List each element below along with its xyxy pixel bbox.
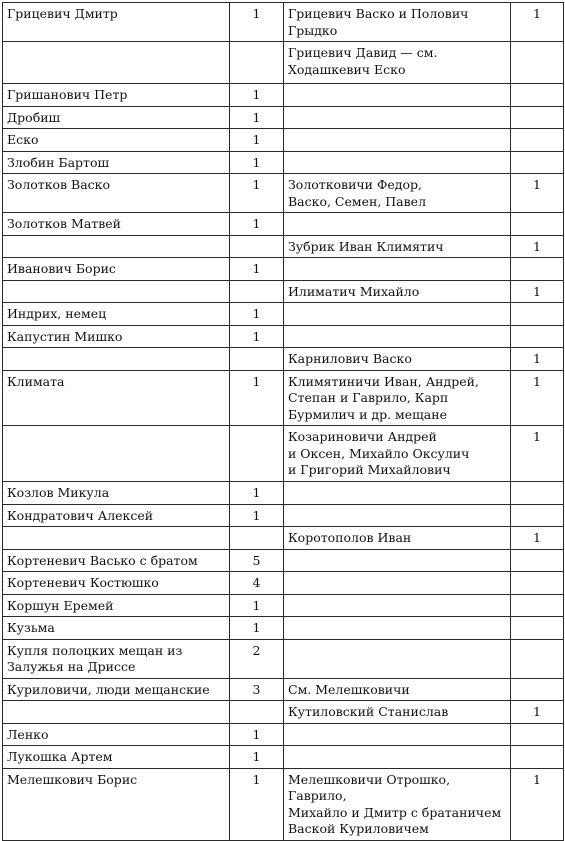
right-name-cell: Карнилович Васко	[284, 348, 511, 371]
right-name-cell	[284, 504, 511, 527]
right-count-cell	[511, 504, 564, 527]
right-name-cell: Грицевич Васко и Полович Грыдко	[284, 3, 511, 42]
right-count-cell	[511, 572, 564, 595]
right-name-cell	[284, 106, 511, 129]
left-name-cell	[3, 280, 230, 303]
left-name-cell: Козлов Микула	[3, 482, 230, 505]
right-count-cell: 1	[511, 3, 564, 42]
right-name-cell: Коротополов Иван	[284, 527, 511, 550]
table-row	[3, 639, 564, 678]
table-row	[3, 768, 564, 840]
table-row	[3, 348, 564, 371]
table-row	[3, 426, 564, 482]
right-name-cell	[284, 129, 511, 152]
right-name-cell	[284, 213, 511, 236]
table-row	[3, 151, 564, 174]
table-row	[3, 482, 564, 505]
left-count-cell: 1	[230, 174, 284, 213]
right-count-cell: 1	[511, 370, 564, 426]
right-count-cell	[511, 639, 564, 678]
left-count-cell: 1	[230, 84, 284, 107]
table-row	[3, 213, 564, 236]
table-row	[3, 594, 564, 617]
right-name-cell	[284, 572, 511, 595]
table-row	[3, 325, 564, 348]
right-count-cell: 1	[511, 235, 564, 258]
left-name-cell: Кортеневич Васько с братом	[3, 549, 230, 572]
left-name-cell	[3, 527, 230, 550]
left-count-cell: 4	[230, 572, 284, 595]
left-name-cell: Коршун Еремей	[3, 594, 230, 617]
right-count-cell	[511, 617, 564, 640]
right-count-cell	[511, 42, 564, 84]
left-name-cell: Климата	[3, 370, 230, 426]
table-row	[3, 129, 564, 152]
left-count-cell: 1	[230, 370, 284, 426]
left-count-cell	[230, 280, 284, 303]
right-count-cell	[511, 678, 564, 701]
right-count-cell: 1	[511, 701, 564, 724]
table-row	[3, 235, 564, 258]
right-count-cell: 1	[511, 527, 564, 550]
left-name-cell: Куриловичи, люди мещанские	[3, 678, 230, 701]
left-name-cell: Ленко	[3, 723, 230, 746]
left-count-cell	[230, 235, 284, 258]
right-count-cell: 1	[511, 174, 564, 213]
table-row	[3, 3, 564, 42]
left-name-cell: Капустин Мишко	[3, 325, 230, 348]
right-name-cell: Климятиничи Иван, Андрей, Степан и Гаврило, Карп Бурмилич и др. мещане	[284, 370, 511, 426]
table-row	[3, 258, 564, 281]
left-count-cell: 1	[230, 594, 284, 617]
right-name-cell	[284, 303, 511, 326]
left-name-cell	[3, 701, 230, 724]
left-count-cell: 5	[230, 549, 284, 572]
table-row	[3, 303, 564, 326]
right-count-cell	[511, 325, 564, 348]
left-count-cell: 1	[230, 325, 284, 348]
right-name-cell	[284, 594, 511, 617]
right-count-cell: 1	[511, 348, 564, 371]
table-row	[3, 280, 564, 303]
right-count-cell	[511, 746, 564, 769]
table-row	[3, 746, 564, 769]
left-count-cell: 1	[230, 106, 284, 129]
left-name-cell: Кортеневич Костюшко	[3, 572, 230, 595]
left-count-cell	[230, 348, 284, 371]
left-name-cell: Дробиш	[3, 106, 230, 129]
left-count-cell	[230, 426, 284, 482]
right-name-cell	[284, 151, 511, 174]
right-name-cell	[284, 258, 511, 281]
left-name-cell: Кондратович Алексей	[3, 504, 230, 527]
right-count-cell	[511, 482, 564, 505]
left-name-cell	[3, 348, 230, 371]
right-name-cell	[284, 482, 511, 505]
right-name-cell: Кутиловский Станислав	[284, 701, 511, 724]
left-count-cell: 1	[230, 617, 284, 640]
left-count-cell: 1	[230, 303, 284, 326]
table-row	[3, 617, 564, 640]
left-name-cell: Купля полоцких мещан из Залужья на Дриссе	[3, 639, 230, 678]
right-name-cell	[284, 549, 511, 572]
left-count-cell: 1	[230, 129, 284, 152]
right-count-cell	[511, 594, 564, 617]
right-name-cell	[284, 723, 511, 746]
left-name-cell: Иванович Борис	[3, 258, 230, 281]
table-row	[3, 106, 564, 129]
table-row	[3, 572, 564, 595]
left-name-cell: Золотков Васко	[3, 174, 230, 213]
right-name-cell: Зубрик Иван Климятич	[284, 235, 511, 258]
table-row	[3, 42, 564, 84]
right-name-cell	[284, 746, 511, 769]
right-count-cell	[511, 151, 564, 174]
table-row	[3, 549, 564, 572]
left-count-cell: 1	[230, 746, 284, 769]
table-row	[3, 701, 564, 724]
left-count-cell: 1	[230, 258, 284, 281]
left-count-cell	[230, 701, 284, 724]
right-count-cell: 1	[511, 426, 564, 482]
right-name-cell	[284, 325, 511, 348]
left-name-cell: Еско	[3, 129, 230, 152]
right-name-cell	[284, 639, 511, 678]
right-count-cell	[511, 84, 564, 107]
right-count-cell	[511, 258, 564, 281]
register-table-body	[3, 3, 564, 841]
right-name-cell: Илиматич Михайло	[284, 280, 511, 303]
left-count-cell: 1	[230, 723, 284, 746]
left-count-cell: 1	[230, 482, 284, 505]
left-name-cell	[3, 42, 230, 84]
right-name-cell: Золотковичи Федор, Васко, Семен, Павел	[284, 174, 511, 213]
right-count-cell	[511, 106, 564, 129]
left-count-cell: 3	[230, 678, 284, 701]
left-count-cell: 1	[230, 151, 284, 174]
left-name-cell: Гришанович Петр	[3, 84, 230, 107]
right-name-cell	[284, 84, 511, 107]
register-table	[2, 2, 564, 841]
right-count-cell: 1	[511, 768, 564, 840]
right-count-cell	[511, 303, 564, 326]
left-count-cell: 2	[230, 639, 284, 678]
right-count-cell: 1	[511, 280, 564, 303]
left-count-cell	[230, 42, 284, 84]
left-name-cell: Индрих, немец	[3, 303, 230, 326]
left-count-cell	[230, 527, 284, 550]
left-name-cell: Злобин Бартош	[3, 151, 230, 174]
right-name-cell: Козариновичи Андрей и Оксен, Михайло Оксулич и Григорий Михайлович	[284, 426, 511, 482]
left-name-cell	[3, 426, 230, 482]
right-name-cell	[284, 617, 511, 640]
right-count-cell	[511, 549, 564, 572]
left-name-cell	[3, 235, 230, 258]
right-name-cell: Мелешковичи Отрошко, Гаврило, Михайло и Дмитр с братаничем Ваской Куриловичем	[284, 768, 511, 840]
left-count-cell: 1	[230, 504, 284, 527]
left-count-cell: 1	[230, 768, 284, 840]
table-row	[3, 504, 564, 527]
left-name-cell: Мелешкович Борис	[3, 768, 230, 840]
table-row	[3, 527, 564, 550]
left-name-cell: Золотков Матвей	[3, 213, 230, 236]
table-row	[3, 174, 564, 213]
table-row	[3, 84, 564, 107]
left-count-cell: 1	[230, 213, 284, 236]
right-count-cell	[511, 213, 564, 236]
table-row	[3, 723, 564, 746]
right-name-cell: См. Мелешковичи	[284, 678, 511, 701]
left-count-cell: 1	[230, 3, 284, 42]
right-count-cell	[511, 723, 564, 746]
table-row	[3, 370, 564, 426]
left-name-cell: Лукошка Артем	[3, 746, 230, 769]
left-name-cell: Кузьма	[3, 617, 230, 640]
right-name-cell: Грицевич Давид — см. Ходашкевич Еско	[284, 42, 511, 84]
table-row	[3, 678, 564, 701]
left-name-cell: Грицевич Дмитр	[3, 3, 230, 42]
right-count-cell	[511, 129, 564, 152]
